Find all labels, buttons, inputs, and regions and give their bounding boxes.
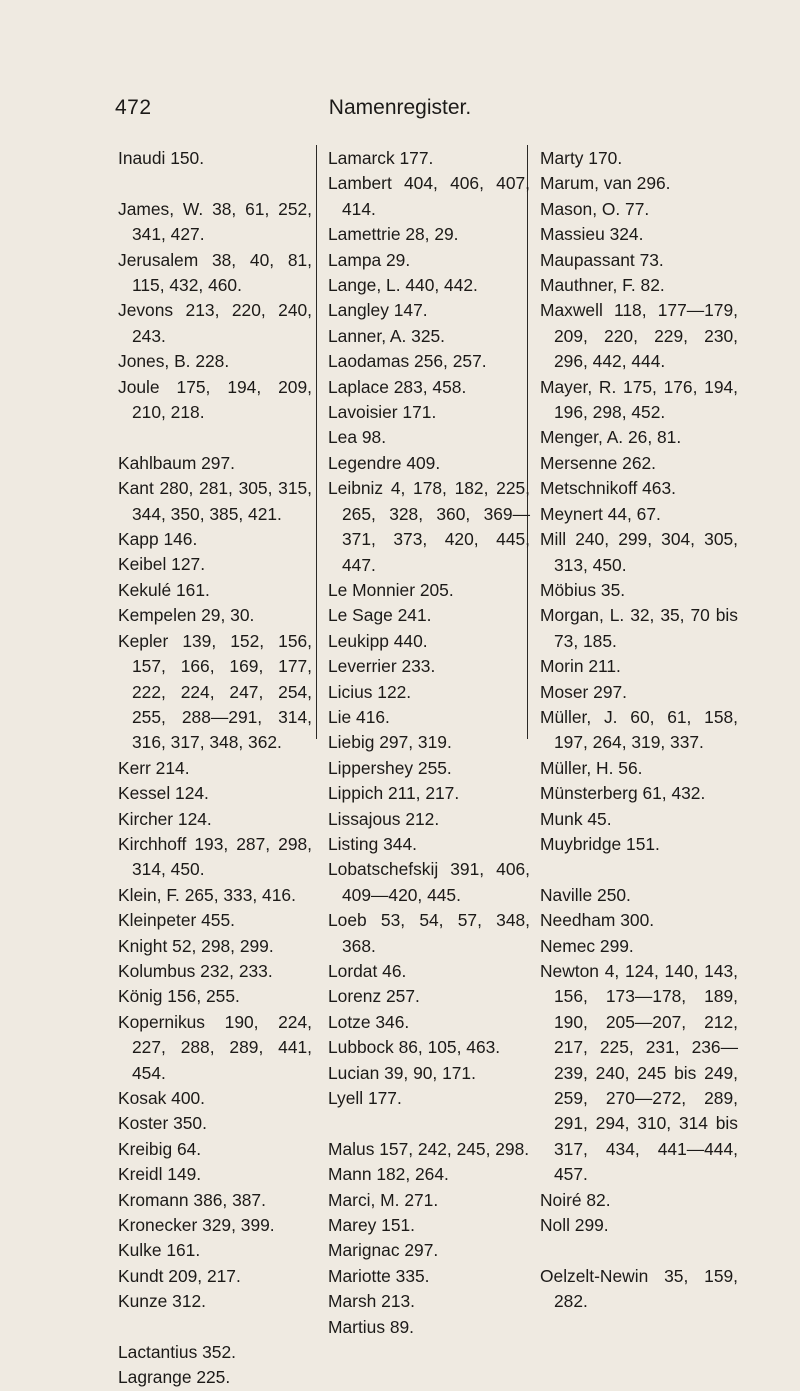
index-entry: Jerusalem 38, 40, 81, 115, 432, 460. xyxy=(118,249,312,296)
section-gap xyxy=(118,1315,312,1340)
index-entry: Legendre 409. xyxy=(328,452,441,473)
index-entry: Lobatschefskij 391, 406, 409—420, 445. xyxy=(328,859,530,905)
index-entry: Licius 122. xyxy=(328,681,412,702)
section-gap xyxy=(540,1238,738,1263)
index-entry: Moser 297. xyxy=(540,681,627,702)
index-entry: Menger, A. 26, 81. xyxy=(540,427,682,448)
index-entry: Marty 170. xyxy=(540,148,623,168)
index-entry: Morin 211. xyxy=(540,656,621,677)
index-entry: Kronecker 329, 399. xyxy=(118,1215,275,1236)
index-entry: Lavoisier 171. xyxy=(328,402,437,423)
index-entry: Naville 250. xyxy=(540,884,631,905)
index-entry: Lagrange 225. xyxy=(118,1367,231,1388)
index-entry: Mill 240, 299, 304, 305, 313, 450. xyxy=(540,529,738,575)
page-number: 472 xyxy=(115,96,152,119)
index-entry: Kekulé 161. xyxy=(118,579,210,600)
index-entry: Metschnikoff 463. xyxy=(540,478,676,499)
index-entry: Lambert 404, 406, 407, 414. xyxy=(328,173,530,219)
index-entry: Kulke 161. xyxy=(118,1240,201,1261)
index-entry: Joule 175, 194, 209, 210, 218. xyxy=(118,376,312,423)
index-entry: Kleinpeter 455. xyxy=(118,910,235,931)
index-entry: Mason, O. 77. xyxy=(540,198,650,219)
index-entry: Newton 4, 124, 140, 143, 156, 173—178, 189, 190, 205—207, 212, 217, 225, 231, 236—239, 240, 245 bis 249, 259, 270—272, 289, 291, 294, 310, 314 bis 317, 434, 441—444, 457. xyxy=(540,960,738,1185)
index-entry: Kreibig 64. xyxy=(118,1138,202,1159)
index-entry: Jones, B. 228. xyxy=(118,351,230,372)
index-entry: Mayer, R. 175, 176, 194, 196, 298, 452. xyxy=(540,376,738,423)
index-entry: König 156, 255. xyxy=(118,986,240,1007)
index-column-2 xyxy=(328,146,530,1340)
section-gap xyxy=(118,425,312,450)
index-column-1 xyxy=(118,146,312,1391)
index-entry: Marey 151. xyxy=(328,1215,415,1236)
index-entry: Munk 45. xyxy=(540,808,612,829)
index-entry: Liebig 297, 319. xyxy=(328,732,452,753)
index-entry: Kunze 312. xyxy=(118,1291,206,1312)
index-entry: Mariotte 335. xyxy=(328,1265,430,1286)
index-entry: Massieu 324. xyxy=(540,224,644,245)
index-entry: Lyell 177. xyxy=(328,1088,402,1109)
index-entry: Knight 52, 298, 299. xyxy=(118,935,274,956)
index-entry: Lamettrie 28, 29. xyxy=(328,224,459,245)
index-entry: Kolumbus 232, 233. xyxy=(118,960,273,981)
index-entry: Muybridge 151. xyxy=(540,833,660,854)
index-entry: Lissajous 212. xyxy=(328,808,440,829)
index-entry: Laplace 283, 458. xyxy=(328,376,467,397)
index-entry: Kopernikus 190, 224, 227, 288, 289, 441, 454. xyxy=(118,1011,312,1083)
index-entry: Kempelen 29, 30. xyxy=(118,605,255,626)
index-entry: Marci, M. 271. xyxy=(328,1189,439,1210)
index-entry: Needham 300. xyxy=(540,910,655,931)
index-entry: Lippershey 255. xyxy=(328,757,452,778)
index-entry: Kepler 139, 152, 156, 157, 166, 169, 177, 222, 224, 247, 254, 255, 288—291, 314, 316, 317, 348, 362. xyxy=(118,630,312,753)
index-entry: Lubbock 86, 105, 463. xyxy=(328,1037,501,1058)
index-entry: Marignac 297. xyxy=(328,1240,439,1261)
index-entry: Lanner, A. 325. xyxy=(328,325,446,346)
index-entry: Meynert 44, 67. xyxy=(540,503,661,524)
index-entry: Noll 299. xyxy=(540,1215,609,1236)
index-entry: Kahlbaum 297. xyxy=(118,452,235,473)
index-entry: Nemec 299. xyxy=(540,935,634,956)
running-title: Namenregister. xyxy=(328,96,472,119)
index-entry: Maxwell 118, 177—179, 209, 220, 229, 230, 296, 442, 444. xyxy=(540,300,738,372)
index-entry: Lange, L. 440, 442. xyxy=(328,275,478,296)
section-gap xyxy=(328,1111,530,1136)
index-entry: Kreidl 149. xyxy=(118,1164,202,1185)
index-entry: Lie 416. xyxy=(328,706,390,727)
index-entry: Kessel 124. xyxy=(118,783,209,804)
section-gap xyxy=(118,171,312,196)
index-entry: James, W. 38, 61, 252, 341, 427. xyxy=(118,198,312,245)
index-entry: Lotze 346. xyxy=(328,1011,410,1032)
index-entry: Morgan, L. 32, 35, 70 bis 73, 185. xyxy=(540,605,738,651)
index-entry: Marum, van 296. xyxy=(540,173,671,194)
index-entry: Inaudi 150. xyxy=(118,148,205,168)
index-entry: Lorenz 257. xyxy=(328,986,420,1007)
index-entry: Keibel 127. xyxy=(118,554,206,575)
index-entry: Loeb 53, 54, 57, 348, 368. xyxy=(328,910,530,956)
section-gap xyxy=(540,857,738,882)
index-entry: Lordat 46. xyxy=(328,961,407,981)
index-entry: Malus 157, 242, 245, 298. xyxy=(328,1138,530,1159)
index-entry: Mauthner, F. 82. xyxy=(540,275,665,296)
index-entry: Laodamas 256, 257. xyxy=(328,351,487,372)
index-entry: Kircher 124. xyxy=(118,808,212,829)
index-entry: Kirchhoff 193, 287, 298, 314, 450. xyxy=(118,833,312,880)
index-entry: Möbius 35. xyxy=(540,579,626,600)
index-entry: Leverrier 233. xyxy=(328,656,436,677)
index-entry: Kant 280, 281, 305, 315, 344, 350, 385, 421. xyxy=(118,478,312,524)
index-entry: Martius 89. xyxy=(328,1316,415,1337)
index-entry: Marsh 213. xyxy=(328,1291,415,1312)
index-entry: Oelzelt-Newin 35, 159, 282. xyxy=(540,1265,738,1312)
index-entry: Mann 182, 264. xyxy=(328,1164,449,1185)
index-entry: Lamarck 177. xyxy=(328,148,434,168)
index-entry: Le Sage 241. xyxy=(328,605,432,626)
index-entry: Leukipp 440. xyxy=(328,630,428,651)
index-entry: Müller, J. 60, 61, 158, 197, 264, 319, 337. xyxy=(540,706,738,753)
index-entry: Langley 147. xyxy=(328,300,428,321)
index-entry: Müller, H. 56. xyxy=(540,757,643,778)
index-entry: Noiré 82. xyxy=(540,1189,611,1210)
index-entry: Lippich 211, 217. xyxy=(328,783,460,804)
index-entry: Mersenne 262. xyxy=(540,452,657,473)
column-rule-left xyxy=(316,145,317,739)
index-entry: Klein, F. 265, 333, 416. xyxy=(118,884,296,905)
index-entry: Koster 350. xyxy=(118,1113,207,1134)
index-entry: Lucian 39, 90, 171. xyxy=(328,1062,476,1083)
index-entry: Le Monnier 205. xyxy=(328,579,454,600)
index-entry: Maupassant 73. xyxy=(540,249,664,270)
index-entry: Listing 344. xyxy=(328,833,417,854)
index-entry: Kerr 214. xyxy=(118,757,190,778)
index-entry: Lampa 29. xyxy=(328,249,411,270)
index-entry: Münsterberg 61, 432. xyxy=(540,783,706,804)
index-entry: Kapp 146. xyxy=(118,529,198,550)
index-entry: Lea 98. xyxy=(328,427,387,448)
index-entry: Kosak 400. xyxy=(118,1088,206,1108)
index-entry: Jevons 213, 220, 240, 243. xyxy=(118,300,312,346)
index-entry: Lactantius 352. xyxy=(118,1342,236,1363)
index-entry: Kromann 386, 387. xyxy=(118,1189,266,1210)
index-entry: Leibniz 4, 178, 182, 225, 265, 328, 360, 369—371, 373, 420, 445, 447. xyxy=(328,478,530,575)
index-entry: Kundt 209, 217. xyxy=(118,1265,241,1286)
index-column-3 xyxy=(540,146,738,1315)
